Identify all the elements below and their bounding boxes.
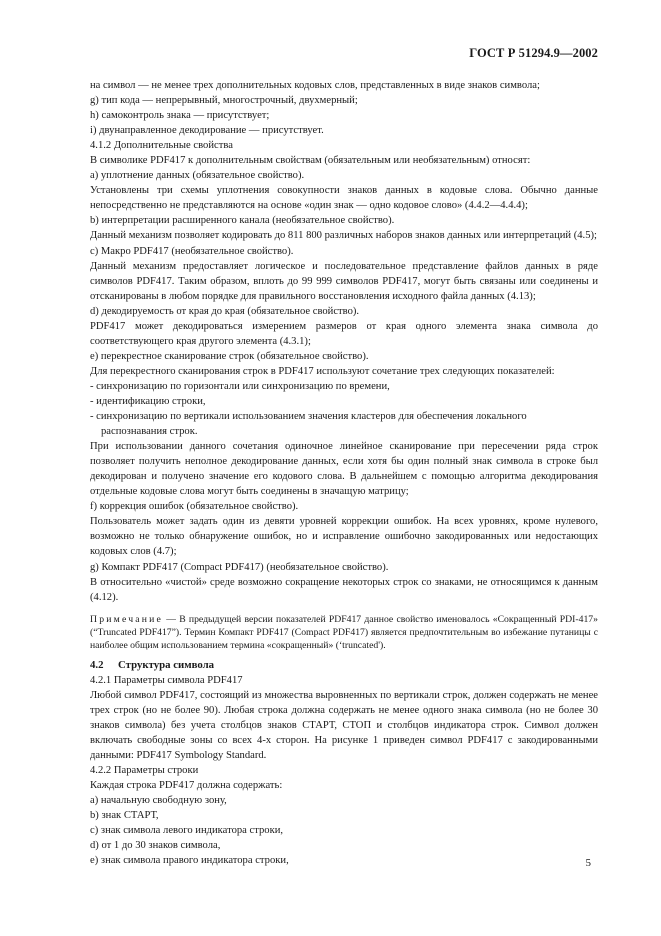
dash-item: - идентификацию строки,: [90, 395, 206, 407]
paragraph: Данный механизм позволяет кодировать до 811 800 различных наборов знаков данных или интерпретаций (4.5);: [90, 230, 597, 242]
subsection-heading: 4.2.1 Параметры символа PDF417: [90, 674, 243, 686]
paragraph: В относительно «чистой» среде возможно сокращение некоторых строк со знаками, не относящимся к данным (4.12).: [90, 576, 598, 603]
paragraph: на символ — не менее трех дополнительных кодовых слов, представленных в виде знаков символа;: [90, 80, 540, 91]
list-item: i) двунаправленное декодирование — присутствует.: [90, 125, 324, 137]
subsection-heading: 4.2.2 Параметры строки: [90, 765, 199, 777]
paragraph: В символике PDF417 к дополнительным свойствам (обязательным или необязательным) относят:: [90, 155, 531, 167]
list-item: d) декодируемость от края до края (обязательное свойство).: [90, 305, 360, 317]
list-item: d) от 1 до 30 знаков символа,: [90, 840, 221, 852]
page-number: 5: [585, 857, 591, 869]
subsection-heading: 4.1.2 Дополнительные свойства: [90, 140, 233, 152]
list-item: g) тип кода — непрерывный, многострочный, двухмерный;: [90, 95, 358, 107]
list-item: h) самоконтроль знака — присутствует;: [90, 110, 270, 122]
paragraph: Для перекрестного сканирования строк в PDF417 используют сочетание трех следующих показателей:: [90, 365, 555, 377]
list-item: g) Компакт PDF417 (Compact PDF417) (необязательное свойство).: [90, 561, 389, 573]
list-item: b) знак СТАРТ,: [90, 810, 159, 822]
dash-item: - синхронизацию по вертикали использованием значения кластеров для обеспечения локального: [90, 411, 527, 423]
list-item: b) интерпретации расширенного канала (необязательное свойство).: [90, 215, 395, 227]
section-title: Структура символа: [118, 658, 215, 671]
standard-code: ГОСТ Р 51294.9—2002: [469, 46, 598, 60]
paragraph: Каждая строка PDF417 должна содержать:: [90, 780, 283, 792]
paragraph: PDF417 может декодироваться измерением размеров от края одного элемента знака символа до соответствующего края другого элемента (4.3.1);: [90, 320, 598, 347]
list-item: f) коррекция ошибок (обязательное свойство).: [90, 501, 299, 513]
dash-item-continuation: распознавания строк.: [101, 426, 198, 438]
list-item: е) перекрестное сканирование строк (обязательное свойство).: [90, 350, 369, 362]
list-item: е) знак символа правого индикатора строки,: [90, 855, 289, 867]
dash-item: - синхронизацию по горизонтали или синхронизацию по времени,: [90, 380, 390, 392]
paragraph: Установлены три схемы уплотнения совокупности знаков данных в кодовые слова. Обычно данные непосредственно не представляются на основе «один знак — одно кодовое слово» (4.4.2—4.4.4);: [90, 185, 598, 212]
paragraph: Данный механизм предоставляет логическое и последовательное представление файлов данных в ряде символов PDF417. Таким образом, вплоть до 99 999 символов PDF417, могут быть связаны или соединены и отсканированы в любом порядке для правильного восстановления исходного файла данных (4.13);: [90, 260, 598, 302]
paragraph: При использовании данного сочетания одиночное линейное сканирование при пересечении ряда строк позволяет получить неполное декодирование данных, если хотя бы один полный знак символа в строке был декодирован и получено значение его кодового слова. В дальнейшем с помощью алгоритма декодирования отдельные кодовые слова могут быть соединены в значащую матрицу;: [90, 441, 598, 498]
note-lead: Примечание: [90, 613, 164, 625]
note: [90, 613, 598, 653]
list-item: а) уплотнение данных (обязательное свойство).: [90, 170, 305, 182]
paragraph: Пользователь может задать один из девяти уровней коррекции ошибок. На всех уровнях, кроме нулевого, возможно не только обнаружение ошибок, но и исправление ошибочно закодированных или недостающих кодовых слов (4.7);: [90, 516, 598, 558]
section-number: 4.2: [90, 658, 104, 671]
document-body: [90, 78, 598, 869]
list-item: с) знак символа левого индикатора строки,: [90, 825, 284, 837]
list-item: с) Макро PDF417 (необязательное свойство).: [90, 245, 294, 257]
list-item: а) начальную свободную зону,: [90, 795, 227, 807]
section-heading: [90, 658, 598, 673]
note-text: — В предыдущей версии показателей PDF417 данное свойство именовалось «Сокращенный PDI-417» (“Truncated PDF417”). Термин Компакт PDF417 (Compact PDF417) является предпочтительным во избежание путаницы с наиболее общим использованием термина «сокращенный» (‘truncated').: [90, 613, 598, 652]
paragraph: Любой символ PDF417, состоящий из множества выровненных по вертикали строк, должен содержать не менее трех строк (но не более 90). Любая строка должна содержать не менее одного знака символа (но не более 30 знаков символа) без учета столбцов знаков СТАРТ, СТОП и столбцов индикатора строк. Символ должен включать свободные зоны со всех 4-х сторон. На рисунке 1 приведен символ PDF417 с закодированными данными: PDF417 Symbology Standard.: [90, 689, 598, 762]
